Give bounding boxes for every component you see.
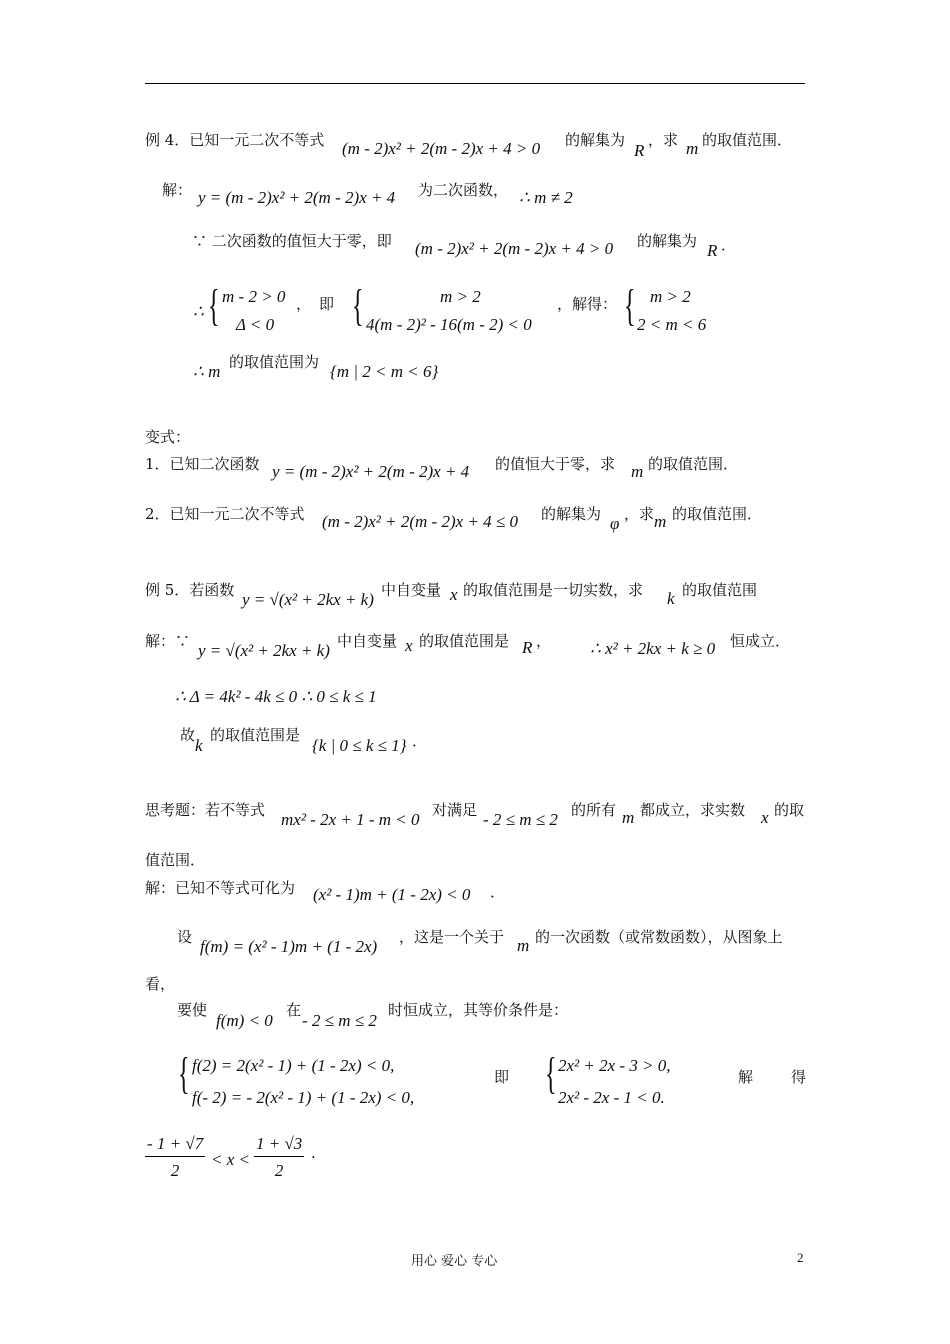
left-brace: {	[178, 1049, 190, 1098]
ex4-conclusion-m: ∴ m	[193, 362, 221, 381]
think-text: ，这是一个关于	[399, 928, 505, 946]
variant2-inequality: (m - 2)x² + 2(m - 2)x + 4 ≤ 0	[322, 512, 518, 531]
ex4-system3-line1: m > 2	[650, 287, 691, 306]
ex4-inequality: (m - 2)x² + 2(m - 2)x + 4 > 0	[342, 139, 541, 158]
think-m: m	[517, 936, 530, 955]
variant1-text: 的值恒大于零，求	[495, 455, 616, 473]
left-brace: {	[352, 281, 364, 330]
ex5-solution-label: 解：∵	[145, 632, 191, 650]
think-system1-line1: f(2) = 2(x² - 1) + (1 - 2x) < 0,	[192, 1056, 395, 1075]
header-rule	[145, 83, 805, 84]
ex5-comma: ，	[536, 632, 552, 650]
think-de: 得	[791, 1068, 807, 1086]
ex4-R: R	[707, 241, 718, 260]
therefore-symbol: ∴	[193, 302, 204, 321]
answer-left-numerator: - 1 + √7	[145, 1134, 205, 1157]
ex4-conclusion-set: {m | 2 < m < 6}	[330, 362, 439, 381]
answer-middle: < x <	[211, 1150, 250, 1169]
think-label: 思考题：若不等式	[145, 801, 266, 819]
think-range: - 2 ≤ m ≤ 2	[302, 1011, 377, 1030]
think-f-lt-0: f(m) < 0	[216, 1011, 273, 1030]
ex5-text: 中自变量	[337, 632, 398, 650]
think-text: 都成立，求实数	[640, 801, 746, 819]
variant-title: 变式：	[145, 428, 191, 446]
ex4-solution-label: 解：	[162, 181, 193, 199]
ex4-system1-line2: Δ < 0	[236, 315, 275, 334]
think-text: 的所有	[571, 801, 617, 819]
ex4-text: 为二次函数，	[418, 181, 509, 199]
left-brace: {	[545, 1049, 557, 1098]
ex4-function: y = (m - 2)x² + 2(m - 2)x + 4	[198, 188, 396, 207]
ex4-inequality: (m - 2)x² + 2(m - 2)x + 4 > 0	[415, 239, 614, 258]
variant2-text: ，求	[624, 505, 655, 523]
left-brace: {	[208, 281, 220, 330]
think-text: 的取	[774, 801, 805, 819]
ex5-label: 例 5．若函数	[145, 581, 235, 599]
left-brace: {	[624, 281, 636, 330]
ex4-text: ，求	[648, 131, 679, 149]
think-inequality: (x² - 1)m + (1 - 2x) < 0	[313, 885, 471, 904]
ex4-comma: ，	[296, 295, 312, 313]
ex5-k: k	[195, 736, 203, 755]
ex5-text: 的取值范围是	[419, 632, 510, 650]
think-text: 时恒成立，其等价条件是：	[388, 1001, 569, 1019]
answer-dot: .	[311, 1144, 316, 1162]
ex5-gu: 故	[180, 726, 196, 744]
ex5-x: x	[405, 636, 413, 655]
ex4-since-text: ∵ 二次函数的值恒大于零，即	[192, 232, 392, 250]
think-m: m	[622, 808, 635, 827]
ex5-text: 的取值范围是	[210, 726, 301, 744]
ex4-system1-line1: m - 2 > 0	[222, 287, 286, 306]
ex5-delta: ∴ Δ = 4k² - 4k ≤ 0 ∴ 0 ≤ k ≤ 1	[175, 687, 377, 706]
answer-right-fraction	[254, 1134, 304, 1181]
ex4-ji: 即	[319, 295, 335, 313]
ex5-text: 中自变量	[381, 581, 442, 599]
think-function-def: f(m) = (x² - 1)m + (1 - 2x)	[200, 937, 378, 956]
footer-text: 用心 爱心 专心	[411, 1254, 498, 1269]
ex4-system2-line2: 4(m - 2)² - 16(m - 2) < 0	[366, 315, 532, 334]
ex4-m-ne-2: ∴ m ≠ 2	[519, 188, 573, 207]
answer-left-denominator: 2	[170, 1161, 180, 1180]
ex4-m: m	[686, 139, 699, 158]
think-dot: ．	[490, 883, 506, 901]
ex4-system3-line2: 2 < m < 6	[637, 315, 707, 334]
think-condition: - 2 ≤ m ≤ 2	[483, 810, 558, 829]
answer-left-fraction	[145, 1134, 205, 1181]
think-solution-label: 解：已知不等式可化为	[145, 879, 296, 897]
ex4-text: 的解集为	[565, 131, 626, 149]
variant2-phi: φ	[610, 514, 620, 533]
ex5-function: y = √(x² + 2kx + k)	[242, 590, 374, 609]
think-text: 值范围．	[145, 851, 206, 869]
variant1-label: 1．已知二次函数	[145, 455, 260, 473]
ex5-function: y = √(x² + 2kx + k)	[198, 641, 330, 660]
ex4-system2-line1: m > 2	[440, 287, 481, 306]
ex5-set: {k | 0 ≤ k ≤ 1}	[312, 736, 407, 755]
ex5-x: x	[450, 585, 458, 604]
ex4-dot: ．	[721, 236, 737, 254]
think-system1-line2: f(- 2) = - 2(x² - 1) + (1 - 2x) < 0,	[192, 1088, 415, 1107]
variant2-text: 的取值范围．	[672, 505, 763, 523]
ex5-text: 恒成立．	[730, 632, 791, 650]
ex4-text: 的解集为	[637, 232, 698, 250]
page-number: 2	[797, 1250, 804, 1265]
ex4-label: 例 4．已知一元二次不等式	[145, 131, 325, 149]
think-zai: 在	[286, 1001, 302, 1019]
think-text: 对满足	[432, 801, 478, 819]
answer-right-denominator: 2	[274, 1161, 284, 1180]
ex4-conclusion-text: 的取值范围为	[229, 353, 320, 371]
ex5-text: 的取值范围	[682, 581, 758, 599]
variant2-m: m	[654, 512, 667, 531]
think-yaoshi: 要使	[177, 1001, 208, 1019]
think-ji: 即	[494, 1068, 510, 1086]
variant1-function: y = (m - 2)x² + 2(m - 2)x + 4	[272, 462, 470, 481]
ex5-dot: ．	[412, 732, 428, 750]
think-jie: 解	[738, 1068, 754, 1086]
think-she: 设	[177, 928, 193, 946]
think-system2-line1: 2x² + 2x - 3 > 0,	[558, 1056, 671, 1075]
answer-right-numerator: 1 + √3	[254, 1134, 304, 1157]
ex5-inequality: ∴ x² + 2kx + k ≥ 0	[590, 639, 716, 658]
think-inequality: mx² - 2x + 1 - m < 0	[281, 810, 420, 829]
think-text: 看，	[145, 975, 176, 993]
variant2-label: 2．已知一元二次不等式	[145, 505, 305, 523]
ex4-solve-text: ，解得：	[557, 295, 618, 313]
ex4-text: 的取值范围．	[702, 131, 793, 149]
think-system2-line2: 2x² - 2x - 1 < 0.	[558, 1088, 665, 1107]
variant2-text: 的解集为	[541, 505, 602, 523]
ex4-R: R	[634, 141, 645, 160]
think-x: x	[761, 808, 769, 827]
ex5-text: 的取值范围是一切实数，求	[463, 581, 644, 599]
variant1-m: m	[631, 462, 644, 481]
think-text: 的一次函数（或常数函数），从图象上	[535, 928, 783, 946]
ex5-k: k	[667, 589, 675, 608]
variant1-text: 的取值范围．	[648, 455, 739, 473]
ex5-R: R	[522, 638, 533, 657]
